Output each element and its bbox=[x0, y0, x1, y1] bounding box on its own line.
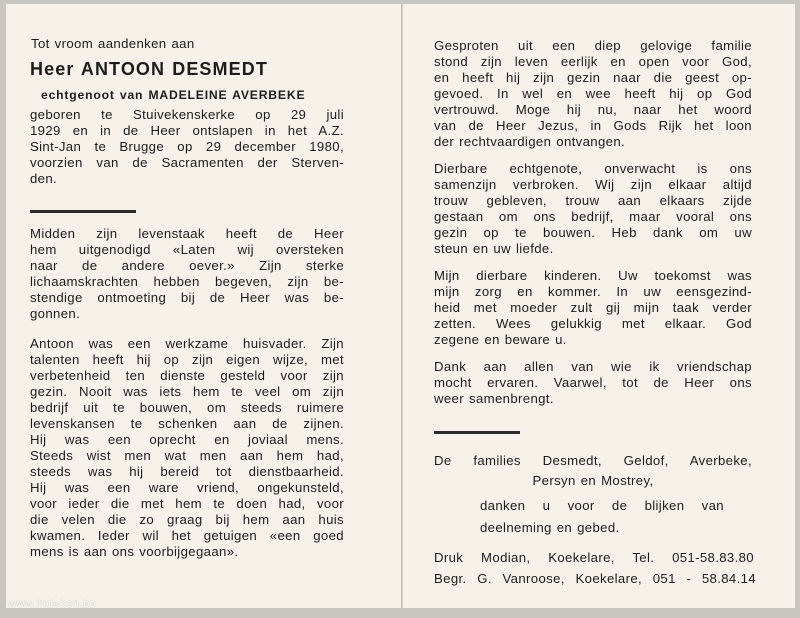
paragraph-line: heid met moeder zult gij mijn taak verder bbox=[434, 300, 752, 315]
paragraph-line: Gesproten uit een diep gelovige familie bbox=[434, 38, 752, 53]
divider bbox=[30, 210, 136, 213]
bio-line: geboren te Stuivekenskerke op 29 juli bbox=[30, 107, 344, 122]
paragraph-line: Mijn dierbare kinderen. Uw toekomst was bbox=[434, 268, 752, 283]
paragraph-line: en heeft hij zijn gezin naar die geest op- bbox=[434, 70, 752, 85]
paragraph-line: mijn zorg en kommer. In uw eensgezind- bbox=[434, 284, 752, 299]
paragraph-line: Dierbare echtgenote, onverwacht is ons bbox=[434, 161, 752, 176]
paragraph-line: bedrijf uit te bouwen, om steeds ruimere bbox=[30, 400, 344, 415]
paragraph-line: trouw gebleven, trouw aan elkaars zijde bbox=[434, 193, 752, 208]
paragraph-line: zegene en beware u. bbox=[434, 332, 567, 347]
paragraph-line: mocht ervaren. Vaarwel, tot de Heer ons bbox=[434, 375, 752, 390]
card-fold bbox=[401, 4, 403, 608]
paragraph-line: zetten. Wees gelukkig met elkaar. God bbox=[434, 316, 752, 331]
spouse-line: echtgenoot van MADELEINE AVERBEKE bbox=[41, 88, 306, 102]
divider bbox=[434, 431, 520, 434]
watermark: www.indeken.be bbox=[8, 598, 97, 610]
paragraph-line: Antoon was een werkzame huisvader. Zijn bbox=[30, 336, 344, 351]
paragraph-line: gestaan om ons bedrijf, maar vooral ons bbox=[434, 209, 752, 224]
paragraph-line: Hij was een oprecht en joviaal mens. bbox=[30, 432, 344, 447]
thanks-line: danken u voor de blijken van bbox=[480, 498, 724, 513]
paragraph-line: kwamen. Ieder wil het getuigen «een goed bbox=[30, 528, 344, 543]
paragraph-line: stond zijn leven eerlijk en open voor God, bbox=[434, 54, 752, 69]
paragraph-line: Midden zijn levenstaak heeft de Heer bbox=[30, 226, 344, 241]
paragraph-line: Dank aan allen van wie ik vriendschap bbox=[434, 359, 752, 374]
paragraph-line: samenzijn verbroken. Wij zijn elkaar altijd bbox=[434, 177, 752, 192]
bio-line: den. bbox=[30, 171, 58, 186]
paragraph-line: vertrouwd. Moge hij nu, naar het woord bbox=[434, 102, 752, 117]
deceased-name: Heer ANTOON DESMEDT bbox=[30, 59, 268, 79]
funeral-director: Begr. G. Vanroose, Koekelare, 051 - 58.84.14 bbox=[434, 571, 756, 586]
families-line: De families Desmedt, Geldof, Averbeke, bbox=[434, 453, 752, 468]
paragraph-line: gonnen. bbox=[30, 306, 81, 321]
paragraph-line: steun en uw liefde. bbox=[434, 241, 554, 256]
paragraph-line: der rechtvaardigen ontvangen. bbox=[434, 134, 626, 149]
paragraph-line: naar de andere oever.» Zijn sterke bbox=[30, 258, 344, 273]
paragraph-line: van de Heer Jezus, in Gods Rijk het loon bbox=[434, 118, 752, 133]
paragraph-line: stendige ontmoeting bij de Heer was be- bbox=[30, 290, 344, 305]
paragraph-line: voor ieder die met hem te doen had, voor bbox=[30, 496, 344, 511]
paragraph-line: lichaamskrachten hebben begeven, zijn be- bbox=[30, 274, 344, 289]
families-line: Persyn en Mostrey, bbox=[532, 473, 654, 488]
paragraph-line: gevoed. In wel en wee heeft hij op God bbox=[434, 86, 752, 101]
paragraph-line: die velen die zo graag bij hem aan huis bbox=[30, 512, 344, 527]
thanks-line: deelneming en gebed. bbox=[480, 520, 620, 535]
paragraph-line: gezin op te bouwen. Heb dank om uw bbox=[434, 225, 752, 240]
intro-text: Tot vroom aandenken aan bbox=[31, 36, 195, 51]
paragraph-line: Steeds wist men wat men aan hem had, bbox=[30, 448, 344, 463]
paragraph-line: mens is aan ons voorbijgegaan». bbox=[30, 544, 239, 559]
paragraph-line: talenten heeft hij op zijn eigen wijze, met bbox=[30, 352, 344, 367]
paragraph-line: steeds was hij bereid tot dienstbaarheid. bbox=[30, 464, 344, 479]
paragraph-line: weer samenbrengt. bbox=[434, 391, 554, 406]
paragraph-line: Hij was een ware vriend, ongekunsteld, bbox=[30, 480, 344, 495]
paragraph-line: levenskansen te schenken aan de zijnen. bbox=[30, 416, 344, 431]
bio-line: 1929 en in de Heer ontslapen in het A.Z. bbox=[30, 123, 344, 138]
printer-credit: Druk Modian, Koekelare, Tel. 051-58.83.80 bbox=[434, 550, 754, 565]
paragraph-line: hem uitgenodigd «Laten wij oversteken bbox=[30, 242, 344, 257]
paragraph-line: verbetenheid ten dienste gesteld voor zijn bbox=[30, 368, 344, 383]
paragraph-line: gezin. Nooit was iets hem te veel om zijn bbox=[30, 384, 344, 399]
bio-line: Sint-Jan te Brugge op 29 december 1980, bbox=[30, 139, 344, 154]
bio-line: voorzien van de Sacramenten der Sterven- bbox=[30, 155, 344, 170]
